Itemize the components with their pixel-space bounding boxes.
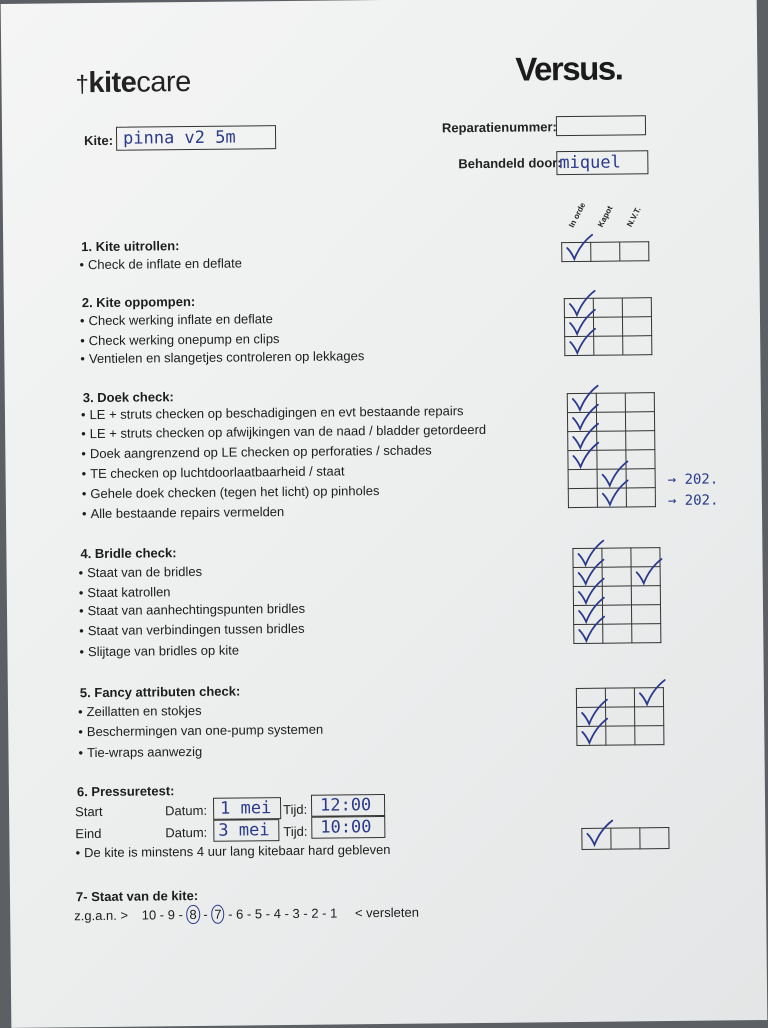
scale-value[interactable]: 7: [211, 905, 224, 924]
section-4-item-3: • Staat van aanhechtingspunten bridles: [79, 601, 305, 618]
section-4-title: 4. Bridle check:: [80, 545, 177, 562]
section-3-item-1: • LE + struts checken op beschadigingen en evt bestaande repairs: [81, 403, 464, 422]
condition-left-label: z.g.a.n. >: [74, 907, 129, 924]
handled-by-label: Behandeld door:: [458, 155, 562, 172]
scale-separator: -: [280, 905, 293, 922]
scale-value[interactable]: 2: [311, 905, 319, 921]
checkbox-cell-nvt[interactable]: [622, 298, 651, 317]
pressure-end-date-field[interactable]: 3 mei: [213, 819, 279, 842]
pressure-checkgrid[interactable]: [581, 827, 669, 850]
checkbox-cell-in-orde[interactable]: [568, 450, 597, 469]
pressure-end-time-field[interactable]: 10:00: [311, 816, 385, 839]
pressure-end-time-label: Tijd:: [283, 823, 308, 840]
checkbox-cell-nvt[interactable]: [635, 726, 664, 745]
checkbox-cell-nvt[interactable]: [625, 393, 654, 412]
section-5-item-1: • Zeillatten en stokjes: [78, 703, 202, 719]
checkbox-cell-nvt[interactable]: [626, 488, 655, 507]
scale-value[interactable]: 4: [273, 906, 281, 922]
scale-separator: -: [199, 906, 212, 922]
scale-value[interactable]: 1: [329, 905, 338, 921]
kite-field[interactable]: pinna v2 5m: [116, 125, 276, 151]
checkbox-cell-nvt[interactable]: [626, 469, 655, 488]
checkbox-cell-nvt[interactable]: [623, 336, 652, 355]
repair-form-sheet: [1, 0, 768, 1028]
section-1-title: 1. Kite uitrollen:: [81, 238, 180, 255]
checkbox-cell-kapot[interactable]: [606, 726, 635, 745]
checkbox-cell-nvt[interactable]: [631, 586, 660, 605]
checkbox-cell-kapot[interactable]: [606, 707, 635, 726]
kite-label: Kite:: [84, 132, 114, 149]
section-1-checkgrid[interactable]: [561, 241, 649, 262]
section-6-title: 6. Pressuretest:: [76, 783, 175, 800]
scale-value[interactable]: 6: [236, 906, 244, 922]
section-3-checkgrid[interactable]: [567, 392, 656, 508]
checkbox-cell-nvt[interactable]: [631, 605, 660, 624]
column-header-kapot: Kapot: [596, 204, 615, 229]
checkmark-icon: [633, 556, 663, 586]
checkbox-cell-kapot[interactable]: [596, 393, 625, 412]
scale-value[interactable]: 10: [141, 907, 157, 923]
section-3-item-2: • LE + struts checken op afwijkingen van de naad / bladder getordeerd: [81, 422, 486, 441]
checkbox-cell-kapot[interactable]: [597, 488, 626, 507]
checkbox-cell-in-orde[interactable]: [577, 726, 606, 745]
scale-value[interactable]: 9: [167, 907, 176, 923]
scale-value[interactable]: 5: [254, 906, 263, 922]
checkbox-cell-kapot[interactable]: [611, 828, 640, 849]
pressure-start-date-label: Datum:: [165, 802, 208, 819]
pressure-start-label: Start: [75, 803, 103, 820]
checkbox-cell-nvt[interactable]: [626, 431, 655, 450]
kitecare-logo-part-kite: kite: [88, 66, 137, 100]
pressure-start-date-field[interactable]: 1 mei: [213, 797, 281, 820]
repair-number-field[interactable]: [556, 115, 646, 136]
checkbox-cell-kapot[interactable]: [603, 624, 632, 643]
column-header-in-orde: In orde: [567, 201, 588, 229]
section-4-item-5: • Slijtage van bridles op kite: [79, 643, 239, 660]
scale-separator: -: [243, 906, 255, 922]
checkbox-cell-nvt[interactable]: [625, 412, 654, 431]
section-4-checkgrid[interactable]: [572, 547, 661, 644]
checkbox-cell-nvt[interactable]: [632, 624, 661, 643]
checkbox-cell-kapot[interactable]: [605, 688, 634, 707]
checkbox-cell-nvt[interactable]: [620, 242, 649, 261]
checkbox-cell-nvt[interactable]: [635, 707, 664, 726]
checkbox-cell-kapot[interactable]: [602, 586, 631, 605]
scale-value[interactable]: 3: [292, 905, 300, 921]
checkbox-cell-kapot[interactable]: [597, 431, 626, 450]
checkbox-cell-nvt[interactable]: [640, 828, 669, 849]
section-5-item-2: • Beschermingen van one-pump systemen: [78, 722, 323, 740]
checkbox-cell-in-orde[interactable]: [562, 242, 591, 261]
section-4-item-2: • Staat katrollen: [79, 584, 171, 600]
checkbox-cell-kapot[interactable]: [596, 412, 625, 431]
pressure-end-date-label: Datum:: [165, 824, 208, 841]
checkgrid-row: [565, 336, 652, 356]
condition-scale[interactable]: [142, 906, 338, 923]
checkbox-cell-kapot[interactable]: [594, 336, 623, 355]
section-3-item-3: • Doek aangrenzend op LE checken op perforaties / schades: [81, 442, 432, 461]
scale-separator: -: [174, 907, 187, 923]
checkbox-cell-in-orde[interactable]: [568, 469, 597, 488]
section-2-item-2: • Check werking onepump en clips: [80, 331, 279, 348]
checkbox-cell-in-orde[interactable]: [568, 488, 597, 507]
checkbox-cell-nvt[interactable]: [626, 450, 655, 469]
condition-scale-row: [74, 905, 419, 924]
section-4-item-4: • Staat van verbindingen tussen bridles: [79, 621, 305, 638]
scale-value[interactable]: 8: [186, 905, 199, 924]
section-7-title: 7- Staat van de kite:: [75, 887, 199, 905]
section-2-item-1: • Check werking inflate en deflate: [80, 311, 273, 328]
section-3-note-2: → 202.: [667, 492, 719, 510]
scale-separator: -: [299, 905, 312, 921]
section-3-note-1: → 202.: [667, 471, 719, 489]
checkbox-cell-nvt[interactable]: [634, 688, 663, 707]
pressure-note: • De kite is minstens 4 uur lang kitebaar hard gebleven: [75, 842, 390, 860]
section-5-item-3: • Tie-wraps aanwezig: [78, 744, 202, 760]
checkbox-cell-kapot[interactable]: [593, 298, 622, 317]
checkgrid-row: [562, 242, 649, 262]
pressure-end-label: Eind: [75, 825, 102, 842]
checkbox-cell-in-orde[interactable]: [565, 336, 594, 355]
scale-separator: -: [156, 907, 168, 923]
checkbox-cell-in-orde[interactable]: [574, 624, 603, 643]
section-3-title: 3. Doek check:: [82, 389, 174, 406]
checkbox-cell-kapot[interactable]: [602, 605, 631, 624]
section-4-item-1: • Staat van de bridles: [79, 564, 203, 580]
pressure-start-time-label: Tijd:: [283, 801, 308, 818]
checkbox-cell-nvt[interactable]: [622, 317, 651, 336]
checkbox-cell-kapot[interactable]: [602, 567, 631, 586]
checkbox-cell-in-orde[interactable]: [582, 828, 611, 849]
checkgrid-row: [582, 828, 669, 850]
checkgrid-row: [574, 624, 661, 644]
pressure-start-time-field[interactable]: 12:00: [311, 794, 385, 817]
scale-separator: -: [318, 905, 331, 921]
column-header-nvt: N.V.T.: [625, 205, 643, 229]
checkbox-cell-kapot[interactable]: [591, 242, 620, 261]
section-3-item-5: • Gehele doek checken (tegen het licht) op pinholes: [82, 483, 380, 501]
section-2-checkgrid[interactable]: [564, 297, 653, 356]
section-3-item-4: • TE checken op luchtdoorlaatbaarheid / staat: [82, 463, 345, 481]
condition-right-label: < versleten: [354, 904, 419, 921]
checkbox-cell-nvt[interactable]: [631, 567, 660, 586]
kitecare-logo-part-care: care: [136, 66, 191, 99]
section-5-checkgrid[interactable]: [576, 687, 665, 746]
section-3-item-6: • Alle bestaande repairs vermelden: [82, 504, 284, 521]
scale-separator: -: [262, 906, 274, 922]
checkmark-icon: [637, 677, 667, 707]
section-5-title: 5. Fancy attributen check:: [79, 683, 241, 701]
versus-logo: Versus.: [515, 49, 623, 88]
kite-icon: †: [75, 71, 89, 99]
handled-by-field[interactable]: miquel: [556, 150, 648, 175]
checkbox-cell-kapot[interactable]: [593, 317, 622, 336]
checkgrid-row: [568, 488, 655, 508]
checkgrid-row: [577, 726, 664, 746]
scale-separator: -: [224, 906, 237, 922]
section-2-title: 2. Kite oppompen:: [81, 293, 196, 311]
checkbox-cell-kapot[interactable]: [602, 548, 631, 567]
section-1-item-1: • Check de inflate en deflate: [79, 255, 242, 272]
repair-number-label: Reparatienummer:: [441, 119, 557, 136]
kitecare-logo: [75, 66, 191, 100]
section-2-item-3: • Ventielen en slangetjes controleren op lekkages: [80, 348, 364, 366]
